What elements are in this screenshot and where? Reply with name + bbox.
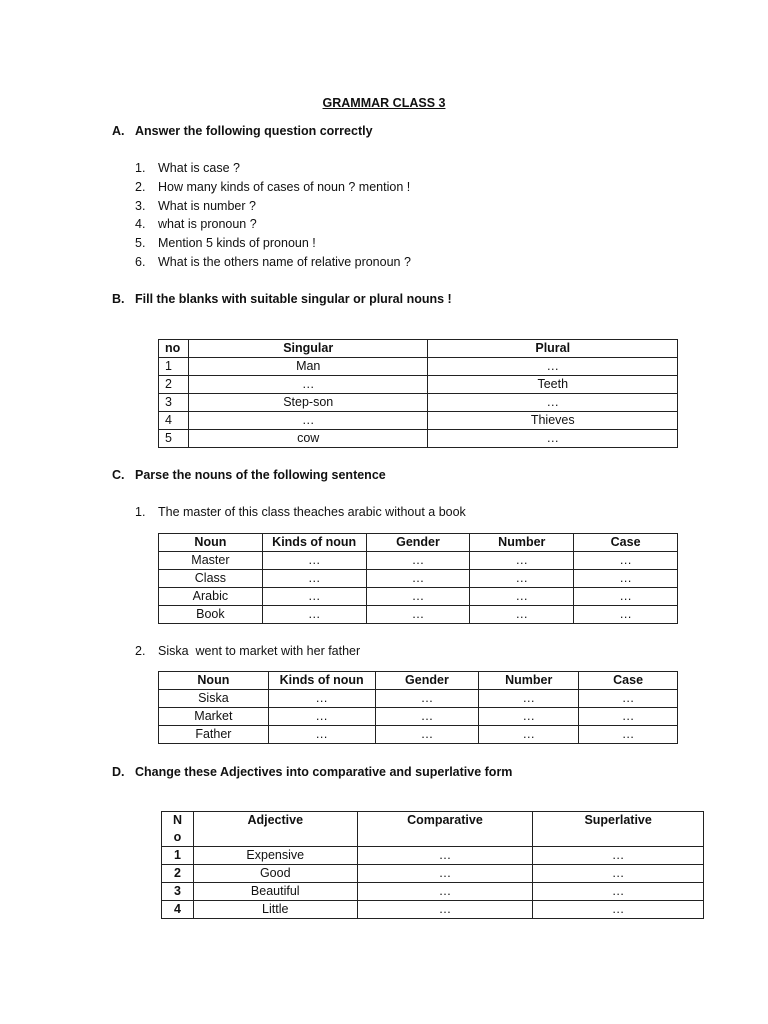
table-cell: 4 (159, 412, 189, 430)
section-a-letter: A. (112, 124, 125, 138)
column-header: Noun (159, 534, 263, 552)
section-b-text: Fill the blanks with suitable singular or plural nouns ! (135, 292, 452, 306)
table-cell: … (366, 588, 470, 606)
table-cell: … (470, 570, 574, 588)
question-5 (135, 236, 316, 250)
table-cell: … (268, 726, 375, 744)
sentence-2 (135, 644, 360, 658)
question-text: What is the others name of relative pronoun ? (158, 255, 411, 269)
table-cell: … (357, 865, 533, 883)
table-cell: … (375, 708, 479, 726)
table-cell: … (479, 690, 579, 708)
column-header: no (159, 340, 189, 358)
table-cell: … (579, 726, 678, 744)
table-cell: Master (159, 552, 263, 570)
section-c-letter: C. (112, 468, 125, 482)
table-cell: … (366, 606, 470, 624)
question-number: 2. (135, 180, 146, 194)
table-cell: … (375, 690, 479, 708)
column-header: Plural (428, 340, 678, 358)
table-cell: … (268, 690, 375, 708)
table-cell: Beautiful (193, 883, 357, 901)
table-cell: 2 (159, 376, 189, 394)
table-row (159, 394, 678, 412)
table-cell: … (188, 376, 428, 394)
table-cell: … (428, 394, 678, 412)
table-cell: Good (193, 865, 357, 883)
table-cell: 3 (159, 394, 189, 412)
table-cell: 1 (162, 847, 194, 865)
table-cell: … (357, 883, 533, 901)
table-row (159, 726, 678, 744)
section-d-text: Change these Adjectives into comparative and superlative form (135, 765, 513, 779)
section-a-text: Answer the following question correctly (135, 124, 373, 138)
table-cell: … (574, 570, 678, 588)
table-row (159, 570, 678, 588)
table-cell: 4 (162, 901, 194, 919)
question-1 (135, 161, 240, 175)
section-a-heading (112, 124, 373, 138)
question-4 (135, 217, 257, 231)
table-cell: … (479, 708, 579, 726)
table-row (159, 412, 678, 430)
column-header: Kinds of noun (268, 672, 375, 690)
table-cell: Class (159, 570, 263, 588)
column-header: Comparative (357, 812, 533, 847)
column-header: Singular (188, 340, 428, 358)
section-d-heading (112, 765, 512, 779)
question-number: 4. (135, 217, 146, 231)
question-number: 3. (135, 199, 146, 213)
column-header: Number (479, 672, 579, 690)
table-header-row (159, 340, 678, 358)
table-cell: … (470, 588, 574, 606)
column-header: Case (574, 534, 678, 552)
sentence-number: 1. (135, 505, 146, 519)
table-cell: Siska (159, 690, 269, 708)
table-row (159, 606, 678, 624)
table-cell: … (188, 412, 428, 430)
table-cell: Teeth (428, 376, 678, 394)
table-cell: … (428, 430, 678, 448)
table-row (159, 588, 678, 606)
section-c-heading (112, 468, 386, 482)
table-cell: … (262, 570, 366, 588)
table-cell: … (533, 901, 704, 919)
question-number: 6. (135, 255, 146, 269)
table-cell: … (574, 552, 678, 570)
question-3 (135, 199, 256, 213)
question-text: What is number ? (158, 199, 256, 213)
table-cell: … (262, 606, 366, 624)
table-row (159, 690, 678, 708)
sentence-text: Siska went to market with her father (158, 644, 361, 658)
table-cell: … (366, 570, 470, 588)
table-cell: Thieves (428, 412, 678, 430)
sentence-number: 2. (135, 644, 146, 658)
table-cell: … (479, 726, 579, 744)
table-cell: 3 (162, 883, 194, 901)
section-b-heading (112, 292, 452, 306)
table-cell: … (533, 865, 704, 883)
table-cell: Father (159, 726, 269, 744)
table-cell: cow (188, 430, 428, 448)
table-row (162, 901, 704, 919)
worksheet-title: GRAMMAR CLASS 3 (322, 96, 446, 110)
section-d-letter: D. (112, 765, 125, 779)
table-row (159, 708, 678, 726)
section-b-letter: B. (112, 292, 125, 306)
table-cell: Expensive (193, 847, 357, 865)
table-cell: Man (188, 358, 428, 376)
question-text: What is case ? (158, 161, 240, 175)
table-row (159, 358, 678, 376)
table-cell: … (357, 847, 533, 865)
table-header-row (159, 534, 678, 552)
table-cell: 5 (159, 430, 189, 448)
question-2 (135, 180, 410, 194)
table-cell: … (533, 883, 704, 901)
table-cell: … (470, 606, 574, 624)
table-cell: Step-son (188, 394, 428, 412)
table-cell: Arabic (159, 588, 263, 606)
table-row (159, 376, 678, 394)
table-cell: 2 (162, 865, 194, 883)
table-cell: … (579, 708, 678, 726)
table-cell: … (375, 726, 479, 744)
table-header-row (162, 812, 704, 847)
table-cell: Market (159, 708, 269, 726)
table-cell: … (428, 358, 678, 376)
table-cell: Little (193, 901, 357, 919)
table-cell: … (470, 552, 574, 570)
question-6 (135, 255, 411, 269)
table-row (159, 552, 678, 570)
table-row (159, 430, 678, 448)
question-number: 1. (135, 161, 146, 175)
column-header: Superlative (533, 812, 704, 847)
column-header: Gender (375, 672, 479, 690)
column-header: Kinds of noun (262, 534, 366, 552)
sentence-1 (135, 505, 466, 519)
table-cell: Book (159, 606, 263, 624)
column-header: N o (162, 812, 194, 847)
table-cell: … (268, 708, 375, 726)
column-header: Case (579, 672, 678, 690)
table-row (162, 847, 704, 865)
column-header: Number (470, 534, 574, 552)
table-cell: … (579, 690, 678, 708)
question-number: 5. (135, 236, 146, 250)
column-header: Adjective (193, 812, 357, 847)
column-header: Noun (159, 672, 269, 690)
table-cell: … (357, 901, 533, 919)
column-header: Gender (366, 534, 470, 552)
table-row (162, 865, 704, 883)
table-cell: … (366, 552, 470, 570)
table-cell: … (533, 847, 704, 865)
singular-plural-table (158, 339, 678, 448)
question-text: Mention 5 kinds of pronoun ! (158, 236, 316, 250)
parse-table-2 (158, 671, 678, 744)
table-cell: … (574, 588, 678, 606)
adjective-table (161, 811, 704, 919)
table-row (162, 883, 704, 901)
question-text: what is pronoun ? (158, 217, 257, 231)
table-cell: 1 (159, 358, 189, 376)
table-cell: … (262, 588, 366, 606)
table-cell: … (574, 606, 678, 624)
table-header-row (159, 672, 678, 690)
parse-table-1 (158, 533, 678, 624)
table-cell: … (262, 552, 366, 570)
question-text: How many kinds of cases of noun ? mention ! (158, 180, 411, 194)
section-c-text: Parse the nouns of the following sentence (135, 468, 386, 482)
sentence-text: The master of this class theaches arabic without a book (158, 505, 466, 519)
